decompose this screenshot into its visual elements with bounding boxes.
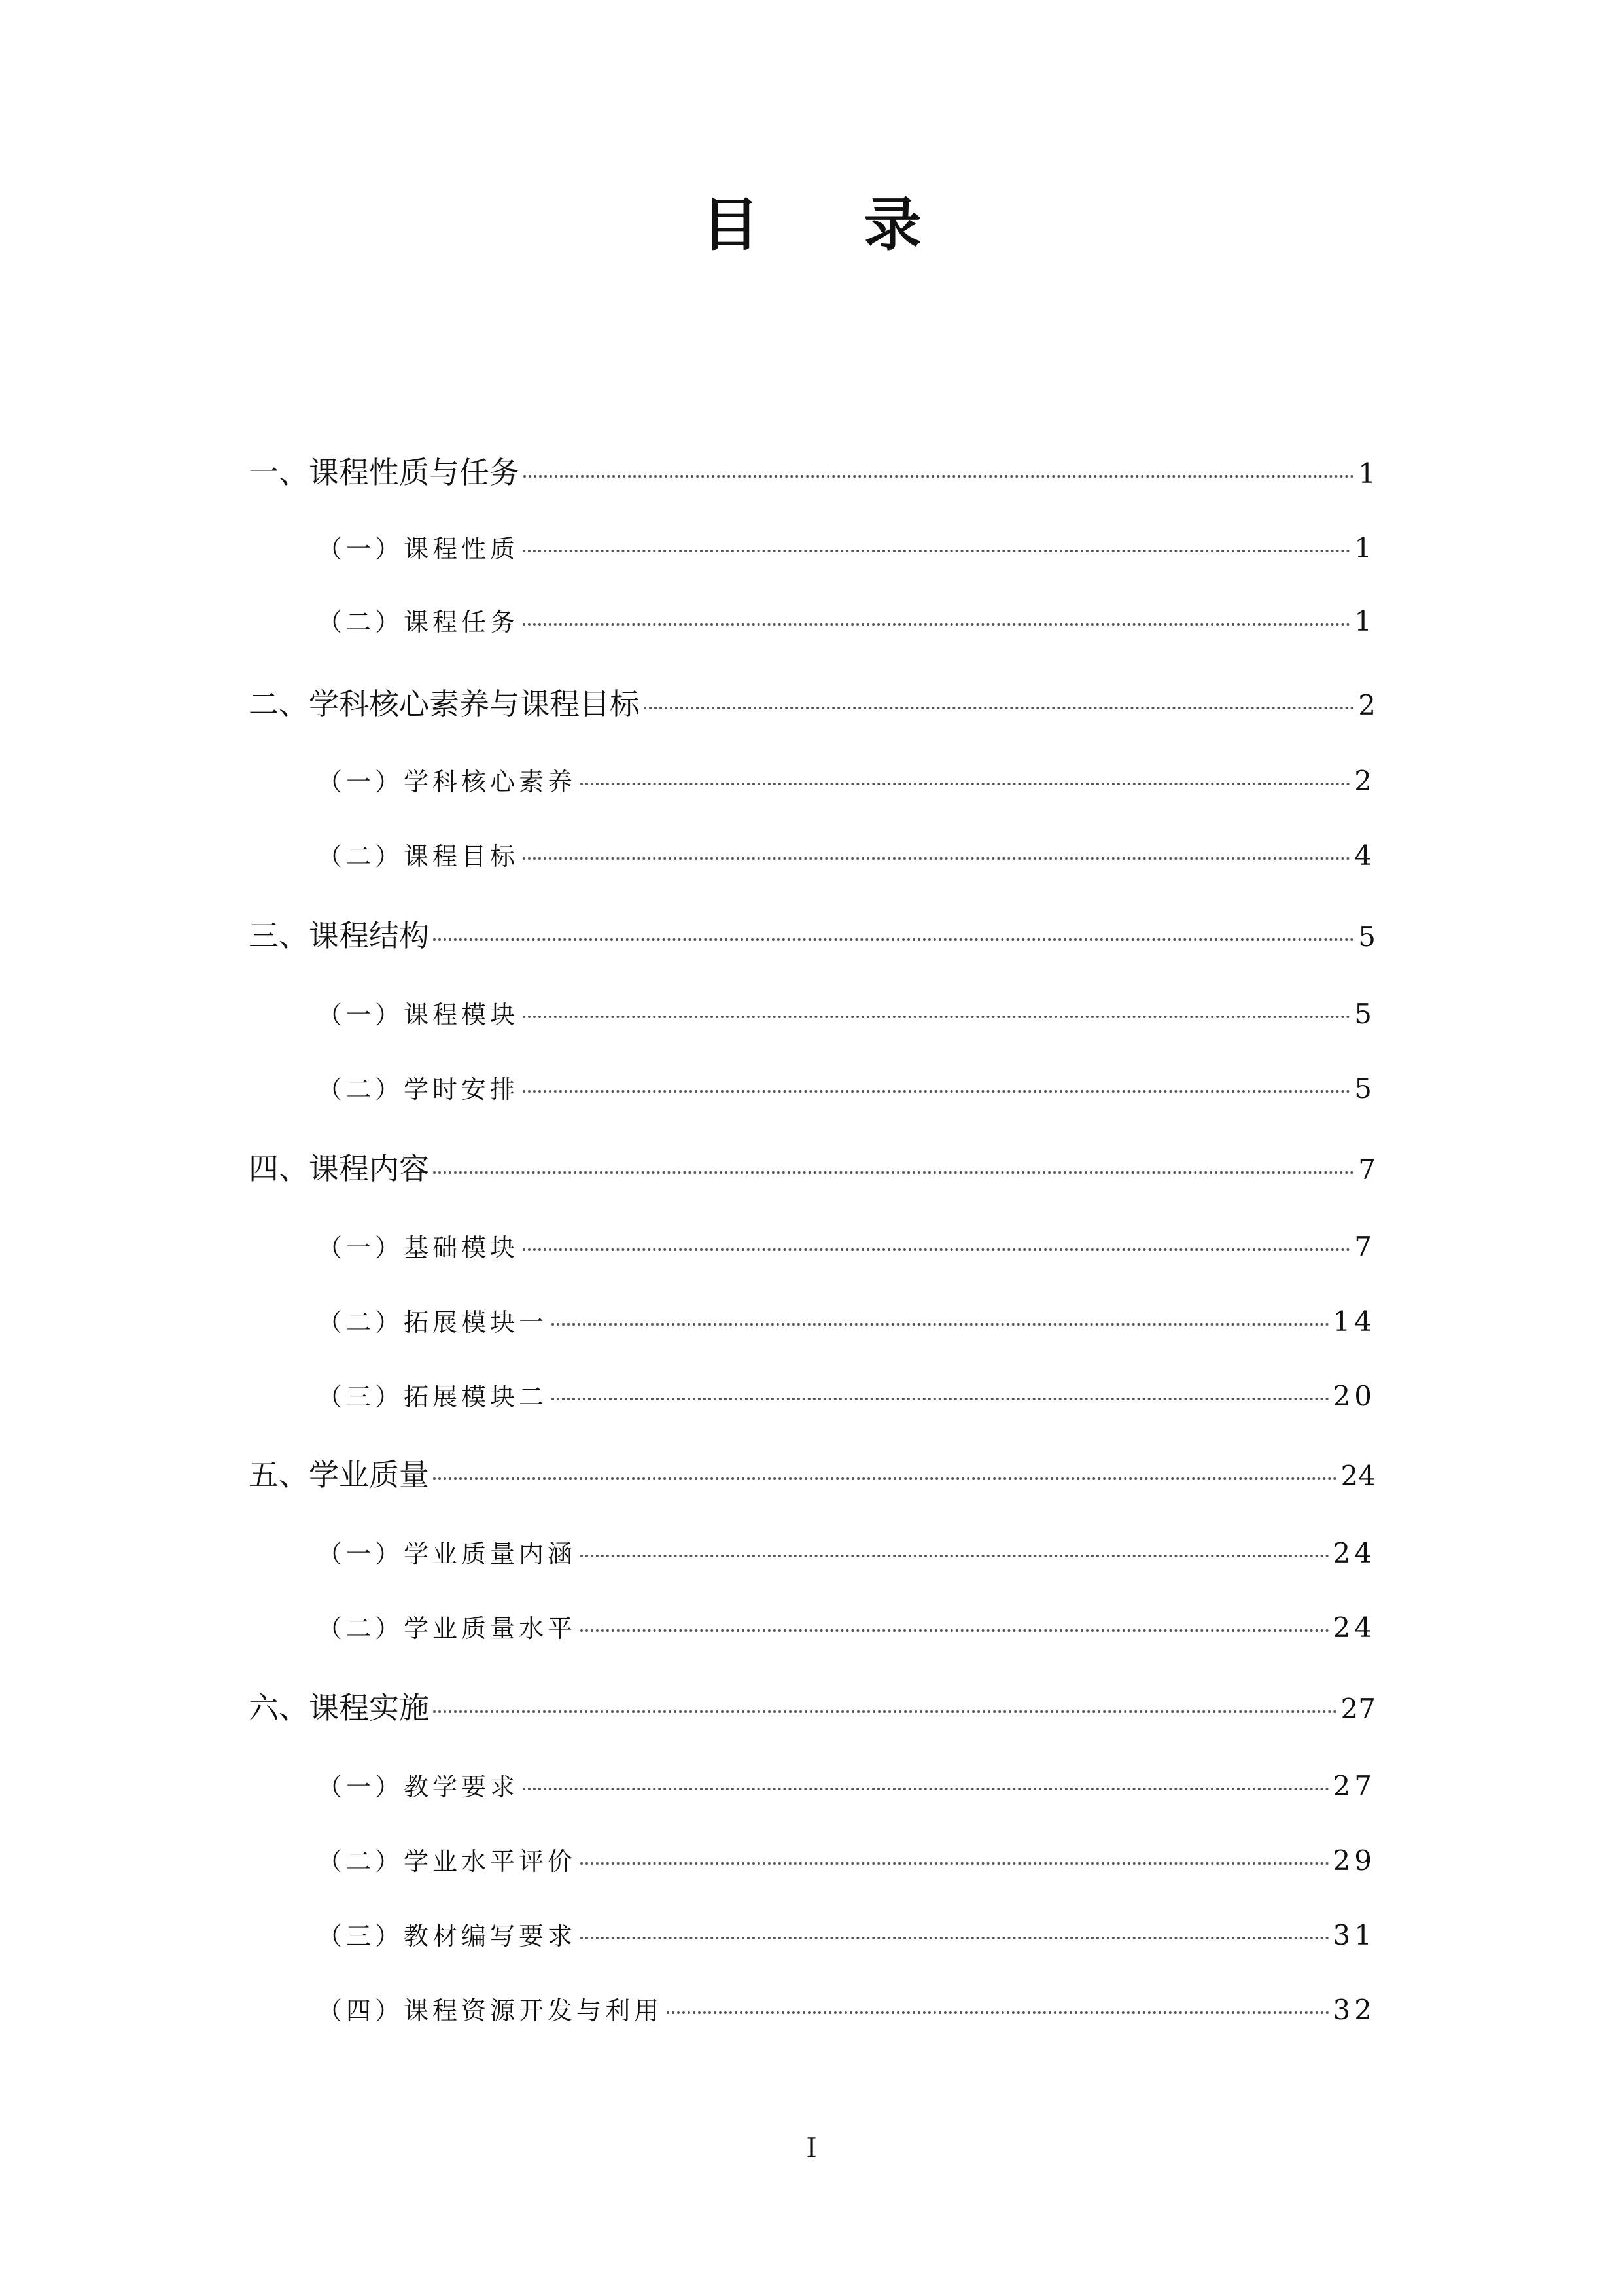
toc-section-2[interactable] [0, 680, 1623, 724]
dot-leader [523, 1090, 1350, 1093]
toc-item-1-1[interactable] [0, 529, 1623, 565]
toc-page-number: 4 [1354, 839, 1376, 872]
toc-page-number: 27 [1333, 1770, 1376, 1802]
toc-page-number: 5 [1358, 921, 1376, 953]
toc-item-label: （四）课程资源开发与利用 [317, 1996, 663, 2025]
toc-item-3-1[interactable] [0, 995, 1623, 1031]
dot-leader [433, 1710, 1337, 1713]
dot-leader [580, 1555, 1329, 1557]
toc-page-number: 14 [1333, 1305, 1376, 1337]
toc-item-label: （一）课程模块 [317, 1000, 519, 1029]
toc-item-2-1[interactable] [0, 762, 1623, 798]
toc-item-label: （二）课程任务 [317, 608, 519, 637]
dot-leader [433, 1171, 1354, 1174]
toc-item-label: （一）学业质量内涵 [317, 1540, 577, 1568]
toc-page-number: 29 [1333, 1845, 1376, 1877]
dot-leader [523, 1788, 1329, 1790]
toc-page-number: 1 [1354, 605, 1376, 637]
toc-item-label: （二）学业质量水平 [317, 1614, 577, 1643]
toc-section-label: 五、学业质量 [249, 1457, 429, 1492]
toc-item-label: （二）学业水平评价 [317, 1847, 577, 1876]
toc-page-number: 32 [1333, 1994, 1376, 2026]
toc-section-label: 四、课程内容 [249, 1151, 429, 1186]
dot-leader [523, 1248, 1350, 1251]
dot-leader [667, 2011, 1329, 2014]
toc-item-label: （二）学时安排 [317, 1075, 519, 1104]
toc-item-1-2[interactable] [0, 602, 1623, 638]
toc-page-number: 7 [1358, 1154, 1376, 1186]
toc-item-2-2[interactable] [0, 836, 1623, 872]
toc-item-6-4[interactable] [0, 1990, 1623, 2026]
dot-leader [551, 1323, 1329, 1326]
dot-leader [523, 857, 1350, 860]
toc-section-label: 一、课程性质与任务 [249, 455, 519, 490]
dot-leader [523, 550, 1350, 552]
toc-page-number: 27 [1340, 1693, 1376, 1725]
dot-leader [551, 1398, 1329, 1400]
toc-item-3-2[interactable] [0, 1069, 1623, 1105]
page-number-footer: I [806, 2132, 817, 2164]
dot-leader [580, 1937, 1329, 1939]
toc-page-number: 5 [1354, 1072, 1376, 1104]
toc-page-number: 24 [1340, 1460, 1376, 1492]
toc-item-label: （一）教学要求 [317, 1773, 519, 1801]
dot-leader [523, 623, 1350, 626]
toc-section-5[interactable] [0, 1451, 1623, 1494]
toc-item-label: （三）教材编写要求 [317, 1922, 577, 1951]
toc-section-1[interactable] [0, 449, 1623, 492]
dot-leader [580, 783, 1350, 785]
toc-page-number: 2 [1354, 765, 1376, 797]
toc-item-4-1[interactable] [0, 1227, 1623, 1263]
toc-item-label: （一）学科核心素养 [317, 768, 577, 796]
toc-page-number: 24 [1333, 1537, 1376, 1569]
toc-section-6[interactable] [0, 1684, 1623, 1727]
toc-item-4-2[interactable] [0, 1302, 1623, 1338]
dot-leader [644, 707, 1354, 709]
toc-item-label: （二）课程目标 [317, 842, 519, 871]
dot-leader [523, 475, 1354, 478]
toc-item-6-1[interactable] [0, 1767, 1623, 1803]
toc-page-number: 1 [1354, 532, 1376, 564]
toc-section-label: 二、学科核心素养与课程目标 [249, 686, 640, 722]
toc-item-6-3[interactable] [0, 1916, 1623, 1952]
toc-item-label: （三）拓展模块二 [317, 1383, 548, 1411]
toc-section-label: 六、课程实施 [249, 1690, 429, 1725]
toc-item-5-2[interactable] [0, 1608, 1623, 1644]
dot-leader [580, 1629, 1329, 1632]
toc-item-label: （一）基础模块 [317, 1233, 519, 1262]
toc-item-4-3[interactable] [0, 1377, 1623, 1413]
toc-page-number: 24 [1333, 1612, 1376, 1644]
toc-page-number: 5 [1354, 998, 1376, 1030]
toc-item-6-2[interactable] [0, 1841, 1623, 1877]
toc-item-label: （一）课程性质 [317, 535, 519, 563]
dot-leader [433, 938, 1354, 941]
toc-page-number: 31 [1333, 1919, 1376, 1951]
dot-leader [433, 1477, 1337, 1480]
page-title-right: 录 [864, 191, 922, 258]
toc-section-label: 三、课程结构 [249, 918, 429, 953]
toc-section-3[interactable] [0, 912, 1623, 955]
toc-page-number: 2 [1358, 689, 1376, 721]
toc-item-5-1[interactable] [0, 1534, 1623, 1570]
toc-page-number: 7 [1354, 1231, 1376, 1263]
dot-leader [523, 1016, 1350, 1018]
dot-leader [580, 1862, 1329, 1865]
toc-item-label: （二）拓展模块一 [317, 1308, 548, 1337]
toc-section-4[interactable] [0, 1145, 1623, 1188]
toc-page-number: 20 [1333, 1380, 1376, 1412]
toc-page-number: 1 [1358, 457, 1376, 489]
page-title-left: 目 [701, 191, 759, 258]
